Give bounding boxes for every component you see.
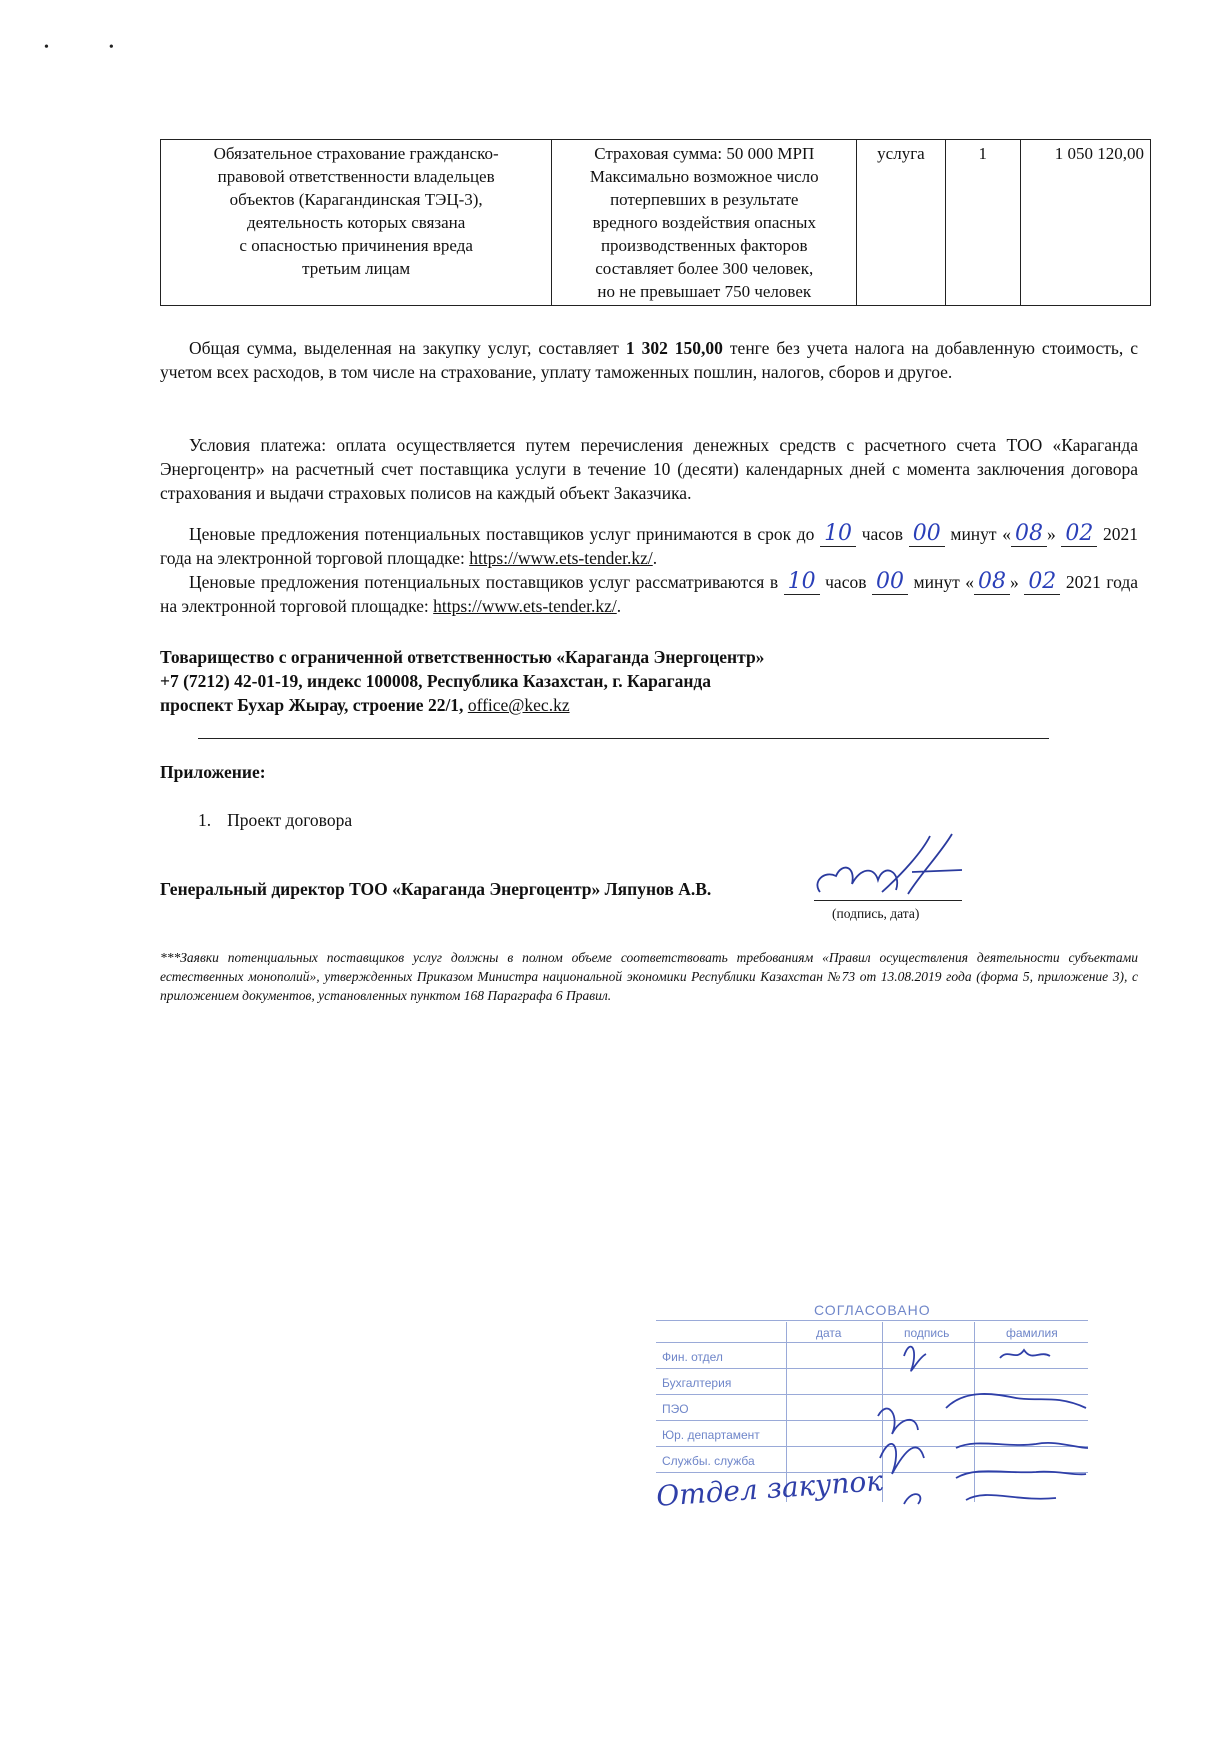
deadline-text: часов	[819, 572, 873, 592]
stamp-column-header: фамилия	[1006, 1326, 1058, 1340]
deadline-text: «	[965, 572, 975, 592]
handwritten-month: 02	[1024, 569, 1060, 595]
handwritten-hours: 10	[820, 521, 856, 547]
signature-caption: (подпись, дата)	[832, 906, 920, 921]
total-prefix: Общая сумма, выделенная на закупку услуг, составляет	[189, 338, 626, 358]
deadline-text: 2021 года на электронной торговой площадке:	[160, 524, 1139, 568]
tender-site-link[interactable]: https://www.ets-tender.kz/	[469, 548, 653, 568]
handwritten-month: 02	[1061, 521, 1097, 547]
deadline-text: часов	[856, 524, 909, 544]
divider	[198, 738, 1049, 739]
stamp-row-label: Службы. служба	[662, 1454, 755, 1468]
stamp-handwritten-note: Отдел закупок	[655, 1464, 884, 1513]
list-item-number: 1.	[198, 810, 212, 830]
signature-line	[814, 900, 962, 901]
stamp-column-header: дата	[816, 1326, 842, 1340]
company-email-link[interactable]: office@kec.kz	[467, 695, 570, 715]
quantity-cell: 1	[945, 140, 1020, 306]
total-suffix: тенге без учета налога на добавленную стоимость, с учетом всех расходов, в том числе на страхование, уплату таможенных пошлин, налогов, сборов и другое.	[160, 338, 1138, 382]
service-spec-line: производственных факторов	[600, 236, 808, 255]
company-name: Товарищество с ограниченной ответственностью «Караганда Энергоцентр»	[160, 647, 765, 667]
total-amount: 1 302 150,00	[625, 338, 723, 358]
service-spec-line: Страховая сумма: 50 000 МРП	[594, 144, 815, 163]
deadline-text: «	[1002, 524, 1011, 544]
service-name-line: деятельность которых связана	[246, 213, 466, 232]
company-contacts: +7 (7212) 42-01-19, индекс 100008, Республика Казахстан, г. Караганда	[160, 671, 712, 691]
company-details	[160, 645, 1060, 717]
deadline-text: »	[1010, 572, 1019, 592]
stamp-row-label: Фин. отдел	[662, 1350, 723, 1364]
acceptance-deadline-paragraph	[160, 522, 1138, 570]
company-address	[160, 693, 1060, 717]
stamp-row-label: Юр. департамент	[662, 1428, 760, 1442]
table-row	[161, 140, 1151, 306]
deadline-text: .	[616, 596, 622, 616]
handwritten-minutes: 00	[872, 569, 908, 595]
deadline-text: »	[1046, 524, 1056, 544]
service-name-line: Обязательное страхование гражданско-	[213, 144, 499, 163]
service-name-line: объектов (Карагандинская ТЭЦ-3),	[229, 190, 483, 209]
footnote: ***Заявки потенциальных поставщиков услуг должны в полном объеме соответствовать требованиям «Правил осуществления деятельности субъектами естественных монополий», утвержденных Приказом Министра национальной экономики Республики Казахстан №73 от 13.08.2019 года (форма 5, приложение 3), с приложением документов, установленных пунктом 168 Параграфа 6 Правил.	[160, 950, 1138, 1003]
director-signature-label: Генеральный директор ТОО «Караганда Энергоцентр» Ляпунов А.В.	[160, 879, 712, 899]
deadline-text: 2021 года на электронной торговой площадке:	[160, 572, 1139, 616]
total-amount-paragraph	[160, 336, 1138, 384]
amount-cell: 1 050 120,00	[1020, 140, 1150, 306]
director-signature-icon	[812, 832, 972, 902]
stamp-row-label: ПЭО	[662, 1402, 689, 1416]
service-name-line: третьим лицам	[302, 259, 411, 278]
service-name-line: правовой ответственности владельцев	[217, 167, 495, 186]
handwritten-day: 08	[1011, 521, 1047, 547]
stamp-title: СОГЛАСОВАНО	[814, 1302, 931, 1318]
service-name-line: с опасностью причинения вреда	[239, 236, 473, 255]
deadline-text: .	[652, 548, 658, 568]
deadline-text: минут	[944, 524, 997, 544]
handwritten-minutes: 00	[909, 521, 945, 547]
stamp-row-label: Бухгалтерия	[662, 1376, 732, 1390]
service-spec-line: но не превышает 750 человек	[597, 282, 812, 301]
deadline-text: Ценовые предложения потенциальных поставщиков услуг рассматриваются в	[189, 572, 784, 592]
review-deadline-paragraph	[160, 570, 1138, 618]
scan-specks: ••	[44, 40, 174, 55]
service-spec-line: потерпевших в результате	[610, 190, 799, 209]
deadline-text: Ценовые предложения потенциальных поставщиков услуг принимаются в срок до	[189, 524, 821, 544]
service-name-cell	[161, 140, 552, 306]
unit-cell: услуга	[857, 140, 945, 306]
list-item	[198, 810, 352, 831]
service-spec-line: Максимально возможное число	[589, 167, 819, 186]
stamp-signatures-icon	[656, 1298, 1088, 1505]
handwritten-day: 08	[974, 569, 1010, 595]
service-spec-line: вредного воздействия опасных	[592, 213, 816, 232]
payment-terms-paragraph: Условия платежа: оплата осуществляется путем перечисления денежных средств с расчетного счета ТОО «Караганда Энергоцентр» на расчетный счет поставщика услуги в течение 10 (десяти) календарных дней с момента заключения договора страхования и выдачи страховых полисов на каждый объект Заказчика.	[160, 435, 1138, 503]
list-item-label: Проект договора	[227, 810, 353, 830]
service-spec-line: составляет более 300 человек,	[595, 259, 814, 278]
tender-site-link[interactable]: https://www.ets-tender.kz/	[433, 596, 617, 616]
services-table	[160, 139, 1151, 306]
company-address-text: проспект Бухар Жырау, строение 22/1,	[160, 695, 468, 715]
handwritten-hours: 10	[784, 569, 820, 595]
approval-stamp	[655, 1298, 1088, 1513]
stamp-column-header: подпись	[904, 1326, 950, 1340]
deadline-text: минут	[908, 572, 960, 592]
attachment-heading: Приложение:	[160, 762, 266, 782]
service-spec-cell	[552, 140, 857, 306]
